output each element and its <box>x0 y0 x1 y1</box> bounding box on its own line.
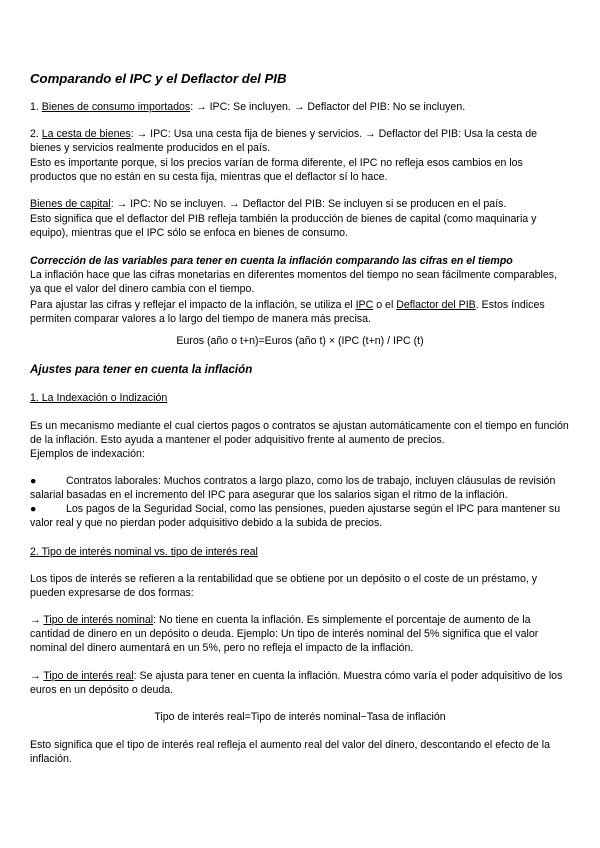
arrow-icon: → <box>30 614 44 626</box>
interes-nominal-paragraph: → Tipo de interés nominal: No tiene en cuenta la inflación. Es simplemente el porcentaje de aumento de la cantidad de dinero en un depósito o deuda. Ejemplo: Un tipo de interés nominal del 5% significa que el valor nominal del dinero aumentará en un 5%, pero no refleja el impacto de la inflación. <box>30 614 539 654</box>
comparison-item-3: Bienes de capital: → IPC: No se incluyen. → Deflactor del PIB: Se incluyen si se producen en el país. <box>30 198 507 210</box>
interes-formula: Tipo de interés real=Tipo de interés nominal−Tasa de inflación <box>154 711 446 723</box>
term-bienes-consumo: Bienes de consumo importados <box>41 101 191 113</box>
deflactor-term: Deflactor del PIB <box>396 299 476 311</box>
bullet-dot: ● <box>30 503 37 515</box>
correction-heading: Corrección de las variables para tener en cuenta la inflación comparando las cifras en el tiempo <box>30 255 513 267</box>
correction-paragraph-1: La inflación hace que las cifras monetarias en diferentes momentos del tiempo no sean fácilmente comparables, ya que el valor del dinero cambia con el tiempo. <box>30 269 558 295</box>
indexacion-bullet-1: ● Contratos laborales: Muchos contratos a largo plazo, como los de trabajo, incluyen cláusulas de revisión salarial basadas en el incremento del IPC para asegurar que los salarios sigan el ritmo de la inflación. <box>30 475 556 501</box>
interes-title: 2. Tipo de interés nominal vs. tipo de interés real <box>30 546 258 558</box>
indexacion-paragraph: Es un mecanismo mediante el cual ciertos pagos o contratos se ajustan automáticamente con el tiempo en función de la inflación. Esto ayuda a mantener el poder adquisitivo frente al aumento de precios. <box>30 420 569 446</box>
bullet-dot: ● <box>30 475 37 487</box>
real-term: Tipo de interés real <box>43 670 134 682</box>
euros-formula: Euros (año o t+n)=Euros (año t) × (IPC (t+n) / IPC (t) <box>176 335 424 347</box>
arrow-icon: → <box>30 670 44 682</box>
comparison-item-2: 2. La cesta de bienes: → IPC: Usa una cesta fija de bienes y servicios. → Deflactor del PIB: Usa la cesta de bienes y servicios realmente producidos en el país. <box>30 128 537 154</box>
indexacion-bullet-2: ● Los pagos de la Seguridad Social, como las pensiones, pueden ajustarse según el IPC para mantener su valor real y que no pierdan poder adquisitivo debido a la subida de precios. <box>30 503 561 529</box>
ajustes-heading: Ajustes para tener en cuenta la inflación <box>30 363 253 376</box>
comparison-item-1: 1. Bienes de consumo importados: → IPC: Se incluyen. → Deflactor del PIB: No se incluyen. <box>30 101 466 113</box>
comparison-item-2-note: Esto es importante porque, si los precios varían de forma diferente, el IPC no refleja esos cambios en los productos que no están en su cesta fija, mientras que el deflactor sí lo hace. <box>30 157 523 183</box>
term-cesta-bienes: La cesta de bienes <box>41 128 131 140</box>
nominal-term: Tipo de interés nominal <box>43 614 154 626</box>
correction-paragraph-2: Para ajustar las cifras y reflejar el impacto de la inflación, se utiliza el IPC o el Deflactor del PIB. Estos índices permiten comparar valores a lo largo del tiempo de manera más precisa. <box>30 299 545 325</box>
ipc-term: IPC <box>355 299 374 311</box>
interes-intro: Los tipos de interés se refieren a la rentabilidad que se obtiene por un depósito o el coste de un préstamo, y pueden expresarse de dos formas: <box>30 573 538 599</box>
interes-conclusion: Esto significa que el tipo de interés real refleja el aumento real del valor del dinero, descontando el efecto de la inflación. <box>30 739 551 765</box>
comparison-item-3-note: Esto significa que el deflactor del PIB refleja también la producción de bienes de capital (como maquinaria y equipo), mientras que el IPC sólo se enfoca en bienes de consumo. <box>30 213 537 239</box>
main-heading: Comparando el IPC y el Deflactor del PIB <box>30 71 287 86</box>
indexacion-title: 1. La Indexación o Indización <box>30 392 168 404</box>
interes-real-paragraph: → Tipo de interés real: Se ajusta para tener en cuenta la inflación. Muestra cómo varía el poder adquisitivo de los euros en un depósito o deuda. <box>30 670 563 696</box>
indexacion-examples-label: Ejemplos de indexación: <box>30 448 145 460</box>
term-bienes-capital: Bienes de capital <box>30 198 111 210</box>
